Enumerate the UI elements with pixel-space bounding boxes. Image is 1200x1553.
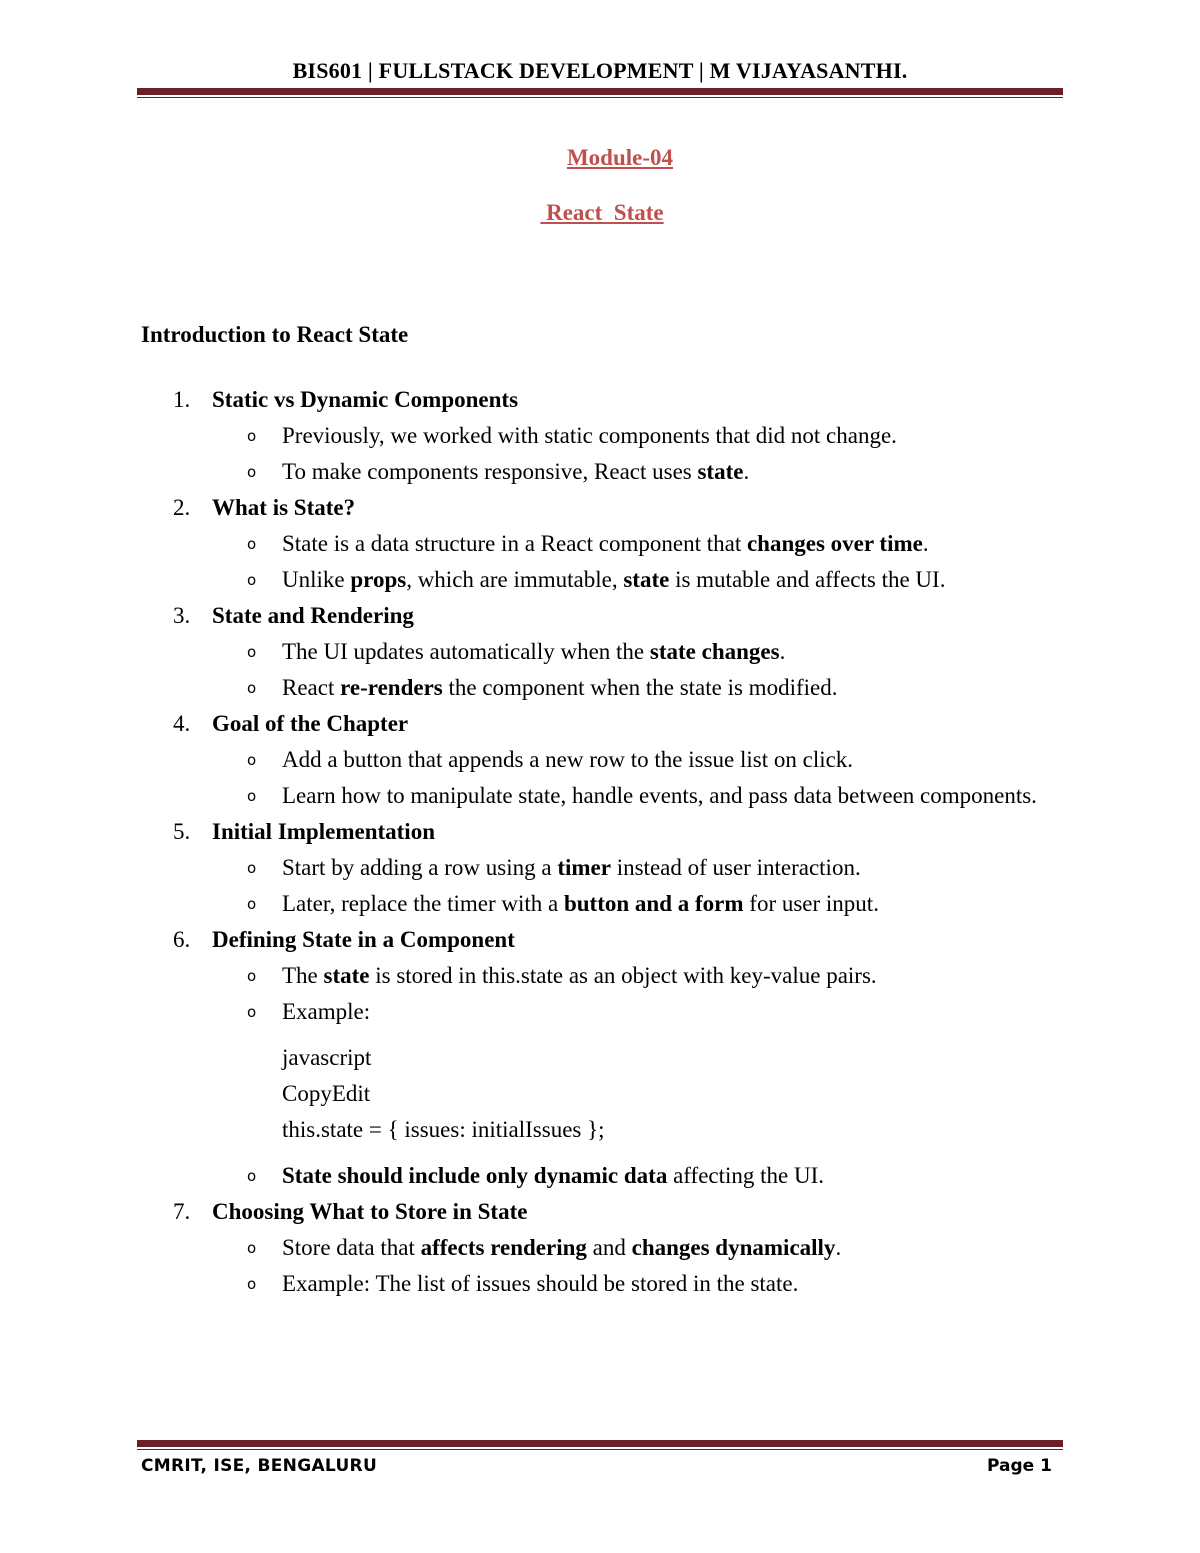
bold-text: changes dynamically xyxy=(631,1235,836,1260)
bullet-marker: o xyxy=(247,895,257,913)
bullet-marker: o xyxy=(247,1239,257,1257)
section-item xyxy=(141,490,1071,526)
header-rule-thin xyxy=(137,97,1063,98)
bullet-list xyxy=(141,634,1071,706)
bullet-item xyxy=(141,850,1071,886)
bold-text: affects rendering xyxy=(420,1235,587,1260)
bullet-marker: o xyxy=(247,787,257,805)
code-example xyxy=(141,1040,1071,1148)
text: Previously, we worked with static components that did not change. xyxy=(282,423,897,448)
bold-text: state xyxy=(623,567,670,592)
text: . xyxy=(743,459,750,484)
bold-text: props xyxy=(350,567,407,592)
text: affecting the UI. xyxy=(667,1163,825,1188)
bullet-item xyxy=(141,634,1071,670)
text: instead of user interaction. xyxy=(610,855,861,880)
bullet-marker: o xyxy=(247,571,257,589)
bold-text: state changes xyxy=(649,639,780,664)
section-heading: Goal of the Chapter xyxy=(212,711,409,736)
section-heading: What is State? xyxy=(212,495,356,520)
text: is mutable and affects the UI. xyxy=(669,567,946,592)
text: Learn how to manipulate state, handle events, and pass data between components. xyxy=(282,783,1037,808)
text: for user input. xyxy=(743,891,879,916)
bullet-list xyxy=(141,418,1071,490)
bold-text: button and a form xyxy=(563,891,744,916)
section-number: 7. xyxy=(173,1199,191,1224)
text: Start by adding a row using a xyxy=(282,855,558,880)
text: The UI updates automatically when the xyxy=(282,639,650,664)
section-item xyxy=(141,382,1071,418)
document-body xyxy=(141,382,1071,1302)
footer-rule-thin xyxy=(137,1449,1063,1450)
section-heading: Initial Implementation xyxy=(212,819,435,844)
section-number: 1. xyxy=(173,387,191,412)
bold-text: timer xyxy=(557,855,611,880)
bullet-marker: o xyxy=(247,859,257,877)
intro-heading: Introduction to React State xyxy=(141,322,409,347)
bullet-item xyxy=(141,886,1071,922)
text: To make components responsive, React uses xyxy=(282,459,698,484)
text: , which are immutable, xyxy=(406,567,624,592)
bullet-marker: o xyxy=(247,679,257,697)
bullet-marker: o xyxy=(247,643,257,661)
footer-institution: CMRIT, ISE, BENGALURU xyxy=(141,1456,378,1476)
bold-text: re-renders xyxy=(340,675,443,700)
module-title: Module-04 xyxy=(566,145,674,170)
bold-text: state xyxy=(697,459,744,484)
bold-text: changes over time xyxy=(746,531,923,556)
section-number: 4. xyxy=(173,711,191,736)
text: Store data that xyxy=(282,1235,421,1260)
text: Unlike xyxy=(282,567,351,592)
section-heading: Static vs Dynamic Components xyxy=(212,387,519,412)
bullet-item xyxy=(141,526,1071,562)
bullet-item xyxy=(141,958,1071,994)
bullet-item xyxy=(141,418,1071,454)
footer-rule xyxy=(137,1440,1063,1447)
bullet-marker: o xyxy=(247,1003,257,1021)
text: the component when the state is modified. xyxy=(442,675,838,700)
text: . xyxy=(835,1235,842,1260)
code-line: javascript xyxy=(282,1045,372,1070)
text: React xyxy=(282,675,341,700)
section-number: 5. xyxy=(173,819,191,844)
bullet-list xyxy=(141,1230,1071,1302)
bullet-marker: o xyxy=(247,1167,257,1185)
bullet-list xyxy=(141,742,1071,814)
text: Later, replace the timer with a xyxy=(282,891,564,916)
section-number: 3. xyxy=(173,603,191,628)
bullet-list xyxy=(141,526,1071,598)
bullet-marker: o xyxy=(247,967,257,985)
section-heading: Choosing What to Store in State xyxy=(212,1199,528,1224)
bullet-marker: o xyxy=(247,1275,257,1293)
section-item xyxy=(141,706,1071,742)
section-number: 6. xyxy=(173,927,191,952)
code-line: this.state = { issues: initialIssues }; xyxy=(282,1117,605,1142)
bullet-list xyxy=(141,958,1071,1030)
footer-page-number: Page 1 xyxy=(987,1456,1052,1476)
bullet-marker: o xyxy=(247,751,257,769)
bullet-list xyxy=(141,1158,1071,1194)
header-rule xyxy=(137,88,1063,95)
bullet-item xyxy=(141,778,1071,814)
bullet-marker: o xyxy=(247,463,257,481)
bullet-marker: o xyxy=(247,535,257,553)
code-line: CopyEdit xyxy=(282,1081,371,1106)
text: Example: xyxy=(282,999,371,1024)
section-item xyxy=(141,922,1071,958)
bullet-item xyxy=(141,1158,1071,1194)
text: Example: The list of issues should be stored in the state. xyxy=(282,1271,799,1296)
bullet-item xyxy=(141,670,1071,706)
bullet-item xyxy=(141,742,1071,778)
section-number: 2. xyxy=(173,495,191,520)
section-item xyxy=(141,1194,1071,1230)
section-heading: State and Rendering xyxy=(212,603,414,628)
bullet-item xyxy=(141,454,1071,490)
bullet-item xyxy=(141,562,1071,598)
bullet-marker: o xyxy=(247,427,257,445)
bullet-item xyxy=(141,1266,1071,1302)
text: State is a data structure in a React component that xyxy=(282,531,747,556)
module-subtitle: React State xyxy=(540,200,664,225)
section-item xyxy=(141,814,1071,850)
section-item xyxy=(141,598,1071,634)
bullet-item xyxy=(141,1230,1071,1266)
bullet-item xyxy=(141,994,1071,1030)
text: Add a button that appends a new row to the issue list on click. xyxy=(282,747,854,772)
bullet-list xyxy=(141,850,1071,922)
bold-text: State should include only dynamic data xyxy=(282,1163,668,1188)
bold-text: state xyxy=(323,963,370,988)
text: The xyxy=(282,963,324,988)
page-header-title: BIS601 | FULLSTACK DEVELOPMENT | M VIJAYASANTHI. xyxy=(292,58,908,83)
text: is stored in this.state as an object with key-value pairs. xyxy=(369,963,877,988)
section-heading: Defining State in a Component xyxy=(212,927,515,952)
text: . xyxy=(922,531,929,556)
text: . xyxy=(779,639,786,664)
text: and xyxy=(586,1235,632,1260)
